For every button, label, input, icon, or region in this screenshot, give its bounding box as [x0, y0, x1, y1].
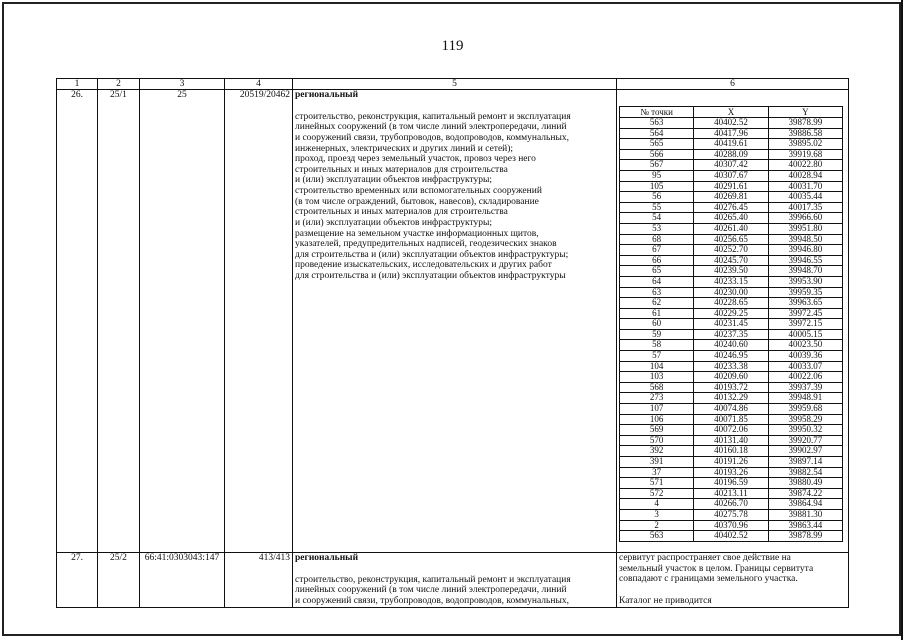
coord-x: 40191.26: [694, 457, 768, 468]
coord-y: 39950.32: [768, 425, 842, 436]
coord-x: 40233.15: [694, 276, 768, 287]
coord-header-point: № точки: [620, 107, 694, 118]
coord-x: 40193.26: [694, 467, 768, 478]
coord-y: 39963.65: [768, 298, 842, 309]
coord-x: 40196.59: [694, 478, 768, 489]
row-col2: 25/1: [98, 90, 140, 553]
coord-x: 40370.96: [694, 520, 768, 531]
coord-row: [620, 308, 843, 319]
coord-x: 40193.72: [694, 382, 768, 393]
coord-x: 40213.11: [694, 488, 768, 499]
coord-y: 40022.06: [768, 372, 842, 383]
coord-point: 59: [620, 329, 694, 340]
page-number: 119: [441, 38, 464, 54]
coord-header-x: X: [694, 107, 768, 118]
coord-y: 39895.02: [768, 139, 842, 150]
row-area: 20519/20462: [225, 90, 293, 553]
coord-row: [620, 149, 843, 160]
coord-x: 40240.60: [694, 340, 768, 351]
servitude-note: сервитут распространяет свое действие на земельный участок в целом. Границы сервитута совпадают с границами земельного участка. Каталог не приводится: [617, 553, 849, 608]
coord-y: 40028.94: [768, 170, 842, 181]
coord-row: [620, 255, 843, 266]
coord-y: 39953.90: [768, 276, 842, 287]
coord-x: 40245.70: [694, 255, 768, 266]
coord-x: 40072.06: [694, 425, 768, 436]
coord-y: 40031.70: [768, 181, 842, 192]
coord-point: 566: [620, 149, 694, 160]
servitude-table: [56, 78, 849, 608]
coord-x: 40419.61: [694, 139, 768, 150]
coord-point: 66: [620, 255, 694, 266]
coord-row: [620, 181, 843, 192]
coord-y: 40023.50: [768, 340, 842, 351]
coord-row: [620, 319, 843, 330]
coord-row: [620, 329, 843, 340]
coord-point: 3: [620, 509, 694, 520]
row-col3: 25: [140, 90, 225, 553]
coord-row: [620, 404, 843, 415]
coord-y: 39948.50: [768, 234, 842, 245]
coord-y: 39878.99: [768, 118, 842, 129]
coord-point: 95: [620, 170, 694, 181]
coord-row: [620, 499, 843, 510]
coord-point: 68: [620, 234, 694, 245]
coord-x: 40265.40: [694, 213, 768, 224]
coord-x: 40231.45: [694, 319, 768, 330]
coord-x: 40269.81: [694, 192, 768, 203]
coord-point: 563: [620, 531, 694, 542]
coord-x: 40228.65: [694, 298, 768, 309]
col-header-5: 5: [293, 79, 617, 90]
row-coordinates-cell: [617, 90, 849, 553]
coord-point: 54: [620, 213, 694, 224]
coord-row: [620, 446, 843, 457]
coord-row: [620, 170, 843, 181]
coord-row: [620, 139, 843, 150]
coord-y: 39958.29: [768, 414, 842, 425]
servitude-type: региональный: [295, 90, 359, 100]
coord-x: 40239.50: [694, 266, 768, 277]
coord-row: [620, 202, 843, 213]
coord-point: 563: [620, 118, 694, 129]
col-header-2: 2: [98, 79, 140, 90]
coord-point: 63: [620, 287, 694, 298]
coord-y: 39920.77: [768, 435, 842, 446]
coord-x: 40246.95: [694, 351, 768, 362]
coord-y: 39874.22: [768, 488, 842, 499]
coord-point: 57: [620, 351, 694, 362]
coord-x: 40275.78: [694, 509, 768, 520]
coord-point: 64: [620, 276, 694, 287]
coord-x: 40233.38: [694, 361, 768, 372]
coord-x: 40288.09: [694, 149, 768, 160]
coord-x: 40402.52: [694, 531, 768, 542]
coord-row: [620, 128, 843, 139]
coord-row: [620, 425, 843, 436]
coord-point: 4: [620, 499, 694, 510]
coord-x: 40131.40: [694, 435, 768, 446]
coord-y: 39948.70: [768, 266, 842, 277]
coord-point: 392: [620, 446, 694, 457]
coord-y: 39864.94: [768, 499, 842, 510]
coord-y: 39972.15: [768, 319, 842, 330]
coord-y: 40039.36: [768, 351, 842, 362]
coord-x: 40229.25: [694, 308, 768, 319]
coord-x: 40307.42: [694, 160, 768, 171]
coord-point: 104: [620, 361, 694, 372]
coord-point: 2: [620, 520, 694, 531]
coord-point: 570: [620, 435, 694, 446]
coord-row: [620, 414, 843, 425]
coord-y: 39880.49: [768, 478, 842, 489]
coord-x: 40074.86: [694, 404, 768, 415]
coord-x: 40291.61: [694, 181, 768, 192]
coord-y: 39919.68: [768, 149, 842, 160]
coord-x: 40209.60: [694, 372, 768, 383]
servitude-description: строительство, реконструкция, капитальный ремонт и эксплуатация линейных сооружений (в том числе линий электропередачи, линий и сооружений связи, трубопроводов, водопроводов, коммунальных,: [295, 574, 571, 606]
coord-point: 107: [620, 404, 694, 415]
coord-x: 40276.45: [694, 202, 768, 213]
coord-y: 40035.44: [768, 192, 842, 203]
coord-point: 273: [620, 393, 694, 404]
coord-y: 39902.97: [768, 446, 842, 457]
coord-row: [620, 245, 843, 256]
coord-row: [620, 298, 843, 309]
coord-row: [620, 361, 843, 372]
coord-point: 60: [620, 319, 694, 330]
coord-x: 40237.35: [694, 329, 768, 340]
coord-row: [620, 520, 843, 531]
coord-row: [620, 276, 843, 287]
coord-point: 391: [620, 457, 694, 468]
row-number: 26.: [57, 90, 98, 553]
coord-row: [620, 393, 843, 404]
coord-y: 39881.30: [768, 509, 842, 520]
coord-point: 564: [620, 128, 694, 139]
coord-row: [620, 192, 843, 203]
coord-y: 39966.60: [768, 213, 842, 224]
coord-y: 39959.68: [768, 404, 842, 415]
table-row: [57, 553, 849, 608]
coord-point: 105: [620, 181, 694, 192]
col-header-6: 6: [617, 79, 849, 90]
page-edge: [901, 0, 903, 640]
coord-row: [620, 340, 843, 351]
coord-point: 567: [620, 160, 694, 171]
coord-y: 39951.80: [768, 223, 842, 234]
coord-row: [620, 287, 843, 298]
coord-point: 565: [620, 139, 694, 150]
coord-y: 39886.58: [768, 128, 842, 139]
coord-point: 56: [620, 192, 694, 203]
coord-header-y: Y: [768, 107, 842, 118]
coord-row: [620, 351, 843, 362]
coord-row: [620, 382, 843, 393]
coordinates-table: [619, 106, 843, 542]
coord-y: 39948.91: [768, 393, 842, 404]
coord-x: 40256.65: [694, 234, 768, 245]
coord-row: [620, 118, 843, 129]
coord-y: 39937.39: [768, 382, 842, 393]
coord-x: 40230.00: [694, 287, 768, 298]
coord-point: 61: [620, 308, 694, 319]
coord-x: 40132.29: [694, 393, 768, 404]
coord-point: 65: [620, 266, 694, 277]
row-purpose-cell: [293, 90, 617, 553]
coord-row: [620, 488, 843, 499]
coord-x: 40417.96: [694, 128, 768, 139]
coord-y: 40033.07: [768, 361, 842, 372]
coord-point: 58: [620, 340, 694, 351]
coord-y: 39897.14: [768, 457, 842, 468]
row-col3: 66:41:0303043:147: [140, 553, 225, 608]
coord-y: 39863.44: [768, 520, 842, 531]
coord-y: 40005.15: [768, 329, 842, 340]
coord-point: 37: [620, 467, 694, 478]
coord-x: 40402.52: [694, 118, 768, 129]
coord-row: [620, 160, 843, 171]
coord-y: 40022.80: [768, 160, 842, 171]
coord-y: 39882.54: [768, 467, 842, 478]
coordinates-body: [620, 118, 843, 542]
coord-x: 40160.18: [694, 446, 768, 457]
coord-row: [620, 266, 843, 277]
col-header-3: 3: [140, 79, 225, 90]
header-row: [57, 79, 849, 90]
row-col2: 25/2: [98, 553, 140, 608]
coord-row: [620, 223, 843, 234]
coord-y: 39946.80: [768, 245, 842, 256]
coord-row: [620, 372, 843, 383]
coord-point: 572: [620, 488, 694, 499]
coord-row: [620, 509, 843, 520]
coord-point: 571: [620, 478, 694, 489]
coord-x: 40261.40: [694, 223, 768, 234]
coord-row: [620, 435, 843, 446]
coord-row: [620, 467, 843, 478]
row-purpose-cell: [293, 553, 617, 608]
coord-row: [620, 234, 843, 245]
coord-y: 39959.35: [768, 287, 842, 298]
coord-point: 103: [620, 372, 694, 383]
coord-point: 67: [620, 245, 694, 256]
coord-point: 106: [620, 414, 694, 425]
coord-row: [620, 478, 843, 489]
servitude-description: строительство, реконструкция, капитальный ремонт и эксплуатация линейных сооружений (в том числе линий электропередачи, линий и сооружений связи, трубопроводов, водопроводов, коммунальных, инженерных, электрических и других линий и сетей); проход, проезд через земельный участок, провоз через него строительных и иных материалов для строительства и (или) эксплуатации объектов инфраструктуры; строительство временных или вспомогательных сооружений (в том числе ограждений, бытовок, навесов), складирование строительных и иных материалов для строительства и (или) эксплуатации объектов инфраструктуры; размещение на земельном участке информационных щитов, указателей, предупредительных надписей, геодезических знаков для строительства и (или) эксплуатации объектов инфраструктуры; проведение изыскательских, исследовательских и других работ для строительства и (или) эксплуатации объектов инфраструктуры: [295, 111, 571, 281]
coord-header-row: [620, 107, 843, 118]
row-area: 413/413: [225, 553, 293, 608]
servitude-type: региональный: [295, 553, 359, 563]
coord-point: 569: [620, 425, 694, 436]
coord-row: [620, 531, 843, 542]
coord-x: 40252.70: [694, 245, 768, 256]
col-header-1: 1: [57, 79, 98, 90]
col-header-4: 4: [225, 79, 293, 90]
coord-point: 55: [620, 202, 694, 213]
coord-point: 53: [620, 223, 694, 234]
coord-y: 39878.99: [768, 531, 842, 542]
coord-x: 40266.70: [694, 499, 768, 510]
coord-y: 39972.45: [768, 308, 842, 319]
row-number: 27.: [57, 553, 98, 608]
coord-x: 40307.67: [694, 170, 768, 181]
coord-row: [620, 457, 843, 468]
coord-point: 568: [620, 382, 694, 393]
table-row: [57, 90, 849, 553]
coord-point: 62: [620, 298, 694, 309]
coord-y: 40017.35: [768, 202, 842, 213]
coord-x: 40071.85: [694, 414, 768, 425]
coord-y: 39946.55: [768, 255, 842, 266]
coord-row: [620, 213, 843, 224]
